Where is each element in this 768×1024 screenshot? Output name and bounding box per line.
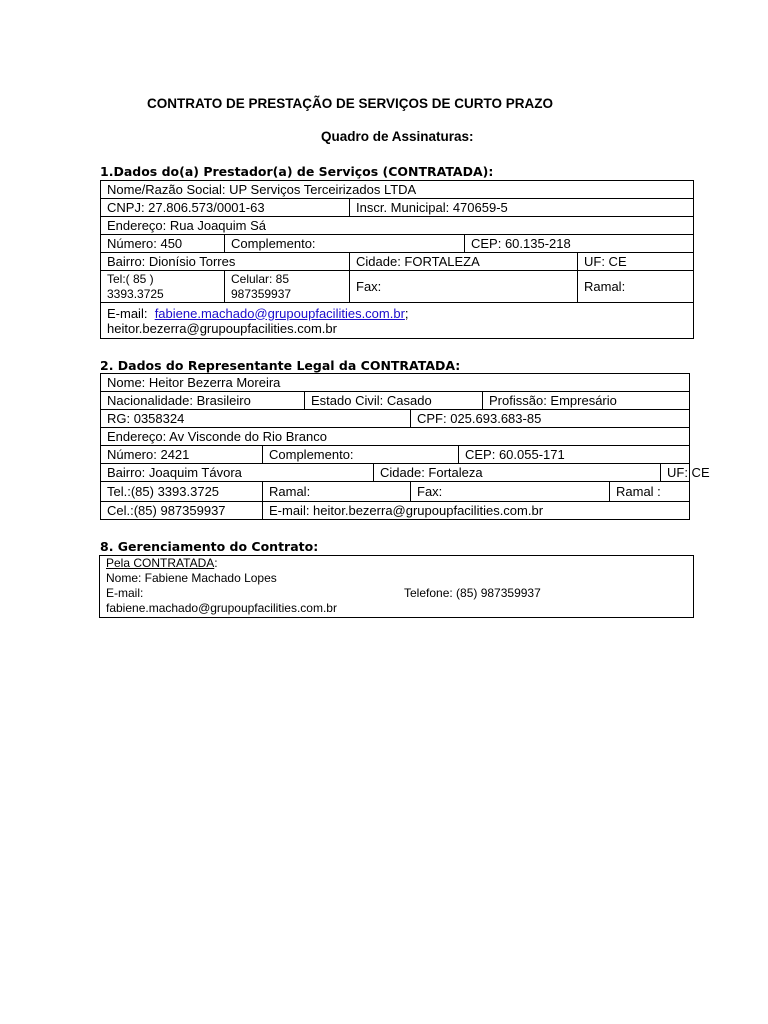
estado-civil-cell: Estado Civil: Casado [305, 392, 483, 410]
razao-social-cell: Nome/Razão Social: UP Serviços Terceirizados LTDA [101, 181, 694, 199]
email-cell [101, 303, 694, 339]
contratada-table [100, 180, 694, 339]
section2-heading: 2. Dados do Representante Legal da CONTRATADA: [100, 358, 461, 373]
document-title: CONTRATO DE PRESTAÇÃO DE SERVIÇOS DE CURTO PRAZO [147, 96, 554, 111]
rep-uf-cell: UF: CE [661, 464, 690, 482]
gerente-nome: Nome: Fabiene Machado Lopes [106, 571, 277, 585]
rep-cep-cell: CEP: 60.055-171 [459, 446, 690, 464]
ramal-cell: Ramal: [578, 271, 694, 303]
tel-line2: 3393.3725 [107, 286, 164, 301]
profissao-cell: Profissão: Empresário [483, 392, 690, 410]
cep-cell: CEP: 60.135-218 [465, 235, 694, 253]
email-separator: ; [404, 305, 409, 321]
cel-line1: Celular: 85 [231, 271, 290, 286]
endereco-cell: Endereço: Rua Joaquim Sá [101, 217, 694, 235]
rep-ramal-cell: Ramal: [263, 482, 411, 502]
rep-cidade-cell: Cidade: Fortaleza [374, 464, 661, 482]
email-link[interactable]: fabiene.machado@grupoupfacilities.com.br [154, 305, 405, 321]
gerente-email-value: fabiene.machado@grupoupfacilities.com.br [106, 601, 337, 615]
tel-line1: Tel:( 85 ) [107, 271, 154, 286]
rep-numero-cell: Número: 2421 [101, 446, 263, 464]
cnpj-cell: CNPJ: 27.806.573/0001-63 [101, 199, 350, 217]
pela-colon: : [214, 556, 218, 570]
inscr-municipal-cell: Inscr. Municipal: 470659-5 [350, 199, 694, 217]
rep-ramal2-cell: Ramal : [610, 482, 690, 502]
rep-nome-cell: Nome: Heitor Bezerra Moreira [101, 374, 690, 392]
email-secondary: heitor.bezerra@grupoupfacilities.com.br [107, 320, 337, 336]
rep-endereco-cell: Endereço: Av Visconde do Rio Branco [101, 428, 690, 446]
rep-tel-cell: Tel.:(85) 3393.3725 [101, 482, 263, 502]
pela-contratada-label: Pela CONTRATADA [106, 556, 215, 570]
rg-cell: RG: 0358324 [101, 410, 411, 428]
document-subtitle: Quadro de Assinaturas: [321, 129, 474, 144]
cel-line2: 987359937 [231, 286, 292, 301]
section1-heading: 1.Dados do(a) Prestador(a) de Serviços (CONTRATADA): [100, 164, 494, 179]
complemento-cell: Complemento: [225, 235, 465, 253]
section8-heading: 8. Gerenciamento do Contrato: [100, 539, 319, 554]
rep-cel-cell: Cel.:(85) 987359937 [101, 502, 263, 520]
rep-email-cell: E-mail: heitor.bezerra@grupoupfacilities.com.br [263, 502, 690, 520]
gerenciamento-box [99, 555, 694, 618]
email-label: E-mail: [107, 305, 148, 321]
cidade-cell: Cidade: FORTALEZA [350, 253, 578, 271]
uf-cell: UF: CE [578, 253, 694, 271]
tel-cell [101, 271, 225, 303]
representante-table [100, 373, 710, 520]
nacionalidade-cell: Nacionalidade: Brasileiro [101, 392, 305, 410]
numero-cell: Número: 450 [101, 235, 225, 253]
gerente-telefone: Telefone: (85) 987359937 [404, 586, 541, 600]
gerente-email-label: E-mail: [106, 586, 144, 600]
rep-bairro-cell: Bairro: Joaquim Távora [101, 464, 374, 482]
bairro-cell: Bairro: Dionísio Torres [101, 253, 350, 271]
rep-complemento-cell: Complemento: [263, 446, 459, 464]
fax-cell: Fax: [350, 271, 578, 303]
celular-cell [225, 271, 350, 303]
cpf-cell: CPF: 025.693.683-85 [411, 410, 690, 428]
rep-fax-cell: Fax: [411, 482, 610, 502]
